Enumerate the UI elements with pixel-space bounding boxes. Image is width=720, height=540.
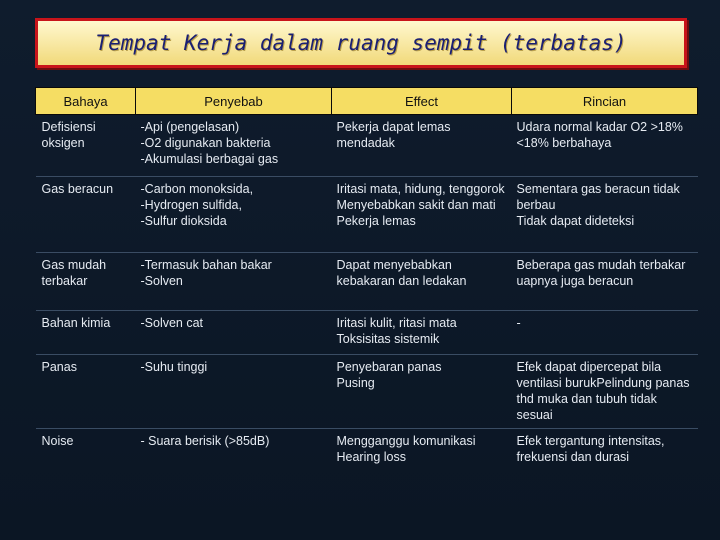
- rincian-line: Beberapa gas mudah terbakar uapnya juga beracun: [516, 258, 686, 288]
- cell-effect: [332, 177, 512, 253]
- rincian-line: -: [516, 316, 521, 330]
- effect-line: Mengganggu komunikasi Hearing loss: [336, 434, 476, 464]
- cell-rincian: [512, 115, 698, 177]
- rincian-line: <18% berbahaya: [516, 136, 612, 150]
- effect-line: Pusing: [336, 376, 375, 390]
- cell-rincian: [512, 429, 698, 473]
- penyebab-line: -Akumulasi berbagai gas: [140, 152, 279, 166]
- cell-bahaya: Panas: [36, 355, 136, 429]
- cell-effect: [332, 115, 512, 177]
- rincian-line: Sementara gas beracun tidak berbau: [516, 182, 680, 212]
- cell-effect: [332, 311, 512, 355]
- cell-effect: [332, 355, 512, 429]
- penyebab-line: -Termasuk bahan bakar: [140, 258, 272, 272]
- table-row: [36, 115, 698, 177]
- penyebab-line: -Api (pengelasan): [140, 120, 240, 134]
- cell-rincian: [512, 253, 698, 311]
- cell-penyebab: [136, 311, 332, 355]
- table-row: [36, 311, 698, 355]
- cell-bahaya: Gas beracun: [36, 177, 136, 253]
- header-rincian: Rincian: [512, 88, 698, 115]
- penyebab-line: -Suhu tinggi: [140, 360, 208, 374]
- penyebab-line: -Solven cat: [140, 316, 204, 330]
- rincian-line: Tidak dapat dideteksi: [516, 214, 635, 228]
- cell-penyebab: [136, 355, 332, 429]
- penyebab-line: - Suara berisik (>85dB): [140, 434, 270, 448]
- table-row: [36, 429, 698, 473]
- table-row: [36, 177, 698, 253]
- penyebab-line: -Solven: [140, 274, 183, 288]
- rincian-line: Efek dapat dipercepat bila ventilasi burukPelindung panas thd muka dan tubuh tidak sesuai: [516, 360, 690, 422]
- hazard-table: [35, 87, 698, 473]
- cell-penyebab: [136, 115, 332, 177]
- cell-effect: [332, 253, 512, 311]
- cell-bahaya: Gas mudah terbakar: [36, 253, 136, 311]
- rincian-line: Efek tergantung intensitas, frekuensi dan durasi: [516, 434, 665, 464]
- penyebab-line: -O2 digunakan bakteria: [140, 136, 271, 150]
- cell-penyebab: [136, 177, 332, 253]
- cell-rincian: [512, 311, 698, 355]
- header-penyebab: Penyebab: [136, 88, 332, 115]
- header-effect: Effect: [332, 88, 512, 115]
- cell-penyebab: [136, 429, 332, 473]
- effect-line: Dapat menyebabkan kebakaran dan ledakan: [336, 258, 467, 288]
- cell-penyebab: [136, 253, 332, 311]
- effect-line: Pekerja dapat lemas mendadak: [336, 120, 451, 150]
- rincian-line: Udara normal kadar O2 >18%: [516, 120, 683, 134]
- effect-line: Iritasi kulit, ritasi mata Toksisitas sistemik: [336, 316, 457, 346]
- penyebab-line: -Sulfur dioksida: [140, 214, 227, 228]
- cell-rincian: [512, 177, 698, 253]
- cell-bahaya: Bahan kimia: [36, 311, 136, 355]
- penyebab-line: -Carbon monoksida,: [140, 182, 254, 196]
- effect-line: Iritasi mata, hidung, tenggorok Menyebabkan sakit dan mati Pekerja lemas: [336, 182, 505, 228]
- cell-bahaya: Noise: [36, 429, 136, 473]
- cell-rincian: [512, 355, 698, 429]
- header-bahaya: Bahaya: [36, 88, 136, 115]
- table-row: [36, 355, 698, 429]
- effect-line: Penyebaran panas: [336, 360, 442, 374]
- penyebab-line: -Hydrogen sulfida,: [140, 198, 242, 212]
- cell-effect: [332, 429, 512, 473]
- cell-bahaya: Defisiensi oksigen: [36, 115, 136, 177]
- title-banner: [35, 18, 687, 68]
- table-header-row: [36, 88, 698, 115]
- table-row: [36, 253, 698, 311]
- slide-title: Tempat Kerja dalam ruang sempit (terbatas): [95, 31, 627, 55]
